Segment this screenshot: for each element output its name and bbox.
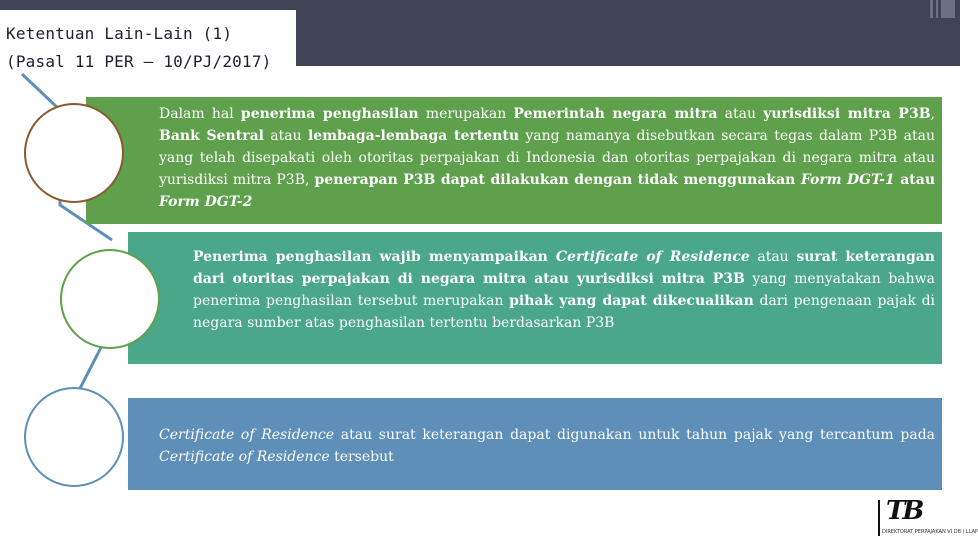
panel-1 (86, 97, 942, 224)
panel-3 (128, 398, 942, 490)
bullet-circle-1 (24, 103, 124, 203)
page-subtitle: (Pasal 11 PER – 10/PJ/2017) (6, 52, 272, 71)
panel-3-text: Certificate of Residence atau surat keterangan dapat digunakan untuk tahun pajak yang tercantum pada Certificate of Residence tersebut (159, 427, 935, 465)
logo (878, 496, 978, 540)
panel-2 (128, 232, 942, 364)
logo-mark: TB (886, 496, 922, 526)
logo-tagline: DIREKTORAT PERPAJAKAN VI DB | LLAP (882, 529, 978, 535)
panel-2-text: Penerima penghasilan wajib menyampaikan Certificate of Residence atau surat keterangan dari otoritas perpajakan di negara mitra atau yurisdiksi mitra P3B yang menyatakan bahwa penerima penghasilan tersebut merupakan pihak yang dapat dikecualikan dari pengenaan pajak di negara sumber atas penghasilan tertentu berdasarkan P3B (193, 249, 936, 331)
bullet-circle-3 (24, 387, 124, 487)
bullet-circle-2 (60, 249, 160, 349)
panel-1-text: Dalam hal penerima penghasilan merupakan Pemerintah negara mitra atau yurisdiksi mitra P3B, Bank Sentral atau lembaga-lembaga tertentu yang namanya disebutkan secara tegas dalam P3B atau yang telah disepakati oleh otoritas perpajakan di Indonesia dan otoritas perpajakan di negara mitra atau yurisdiksi mitra P3B, penerapan P3B dapat dilakukan dengan tidak menggunakan Form DGT-1 atau Form DGT-2 (159, 106, 935, 210)
page-title: Ketentuan Lain-Lain (1) (6, 24, 233, 43)
